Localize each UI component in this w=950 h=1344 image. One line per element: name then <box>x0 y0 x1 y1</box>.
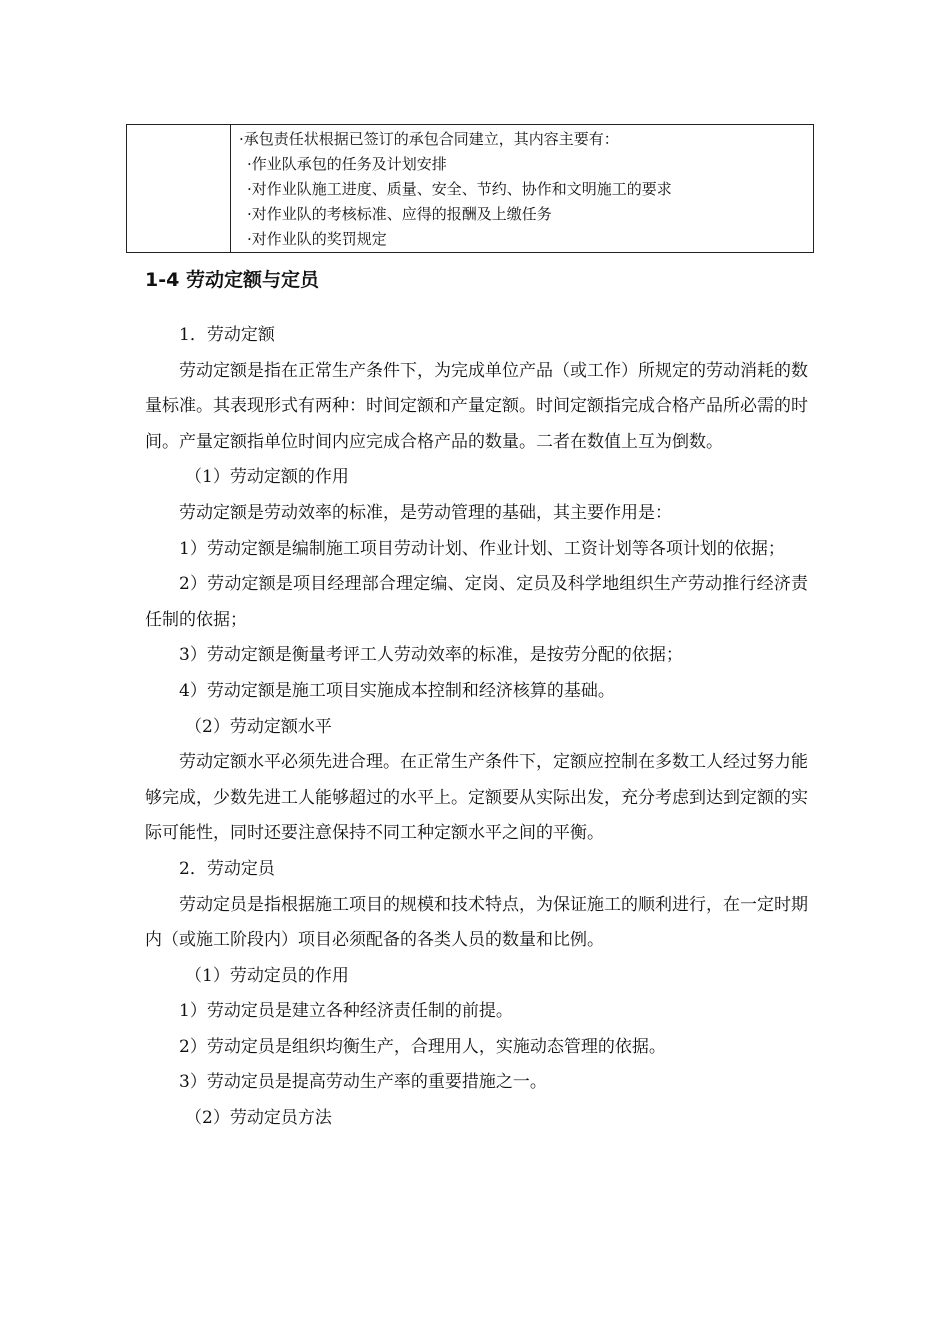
body-text <box>145 318 808 1137</box>
subheading: 1．劳动定额 <box>179 325 275 345</box>
table-line: ·承包责任状根据已签订的承包合同建立，其内容主要有： <box>239 130 619 148</box>
table-cell-content <box>231 125 814 253</box>
table-line: ·对作业队施工进度、质量、安全、节约、协作和文明施工的要求 <box>247 180 672 198</box>
list-item: 1）劳动定员是建立各种经济责任制的前提。 <box>179 1001 513 1022</box>
list-item: 2）劳动定额是项目经理部合理定编、定岗、定员及科学地组织生产劳动推行经济责任制的依据； <box>145 574 808 630</box>
list-item: 2）劳动定员是组织均衡生产，合理用人，实施动态管理的依据。 <box>179 1036 666 1057</box>
paragraph: 劳动定额水平必须先进合理。在正常生产条件下，定额应控制在多数工人经过努力能够完成，少数先进工人能够超过的水平上。定额要从实际出发，充分考虑到达到定额的实际可能性，同时还要注意保持不同工种定额水平之间的平衡。 <box>145 752 808 844</box>
list-item: 3）劳动定额是衡量考评工人劳动效率的标准，是按劳分配的依据； <box>179 645 683 666</box>
subheading: （2）劳动定员方法 <box>185 1108 332 1129</box>
subheading: （1）劳动定员的作用 <box>185 965 349 986</box>
responsibility-table <box>126 124 814 253</box>
list-item: 4）劳动定额是施工项目实施成本控制和经济核算的基础。 <box>179 680 615 701</box>
section-heading: 1-4 劳动定额与定员 <box>145 269 319 291</box>
subheading: 2．劳动定员 <box>179 858 275 879</box>
paragraph: 劳动定员是指根据施工项目的规模和技术特点，为保证施工的顺利进行，在一定时期内（或施工阶段内）项目必须配备的各类人员的数量和比例。 <box>145 894 808 951</box>
list-item: 3）劳动定员是提高劳动生产率的重要措施之一。 <box>179 1072 547 1093</box>
table-row <box>127 125 814 253</box>
subheading: （2）劳动定额水平 <box>185 716 332 737</box>
subheading: （1）劳动定额的作用 <box>185 467 349 488</box>
table-line: ·对作业队的考核标准、应得的报酬及上缴任务 <box>247 205 552 223</box>
table-line: ·对作业队的奖罚规定 <box>247 230 387 248</box>
paragraph: 劳动定额是劳动效率的标准，是劳动管理的基础，其主要作用是： <box>179 502 672 523</box>
paragraph: 劳动定额是指在正常生产条件下，为完成单位产品（或工作）所规定的劳动消耗的数量标准。其表现形式有两种：时间定额和产量定额。时间定额指完成合格产品所必需的时间。产量定额指单位时间内应完成合格产品的数量。二者在数值上互为倒数。 <box>145 360 808 452</box>
table-cell-left <box>127 125 231 253</box>
list-item: 1）劳动定额是编制施工项目劳动计划、作业计划、工资计划等各项计划的依据； <box>179 538 785 559</box>
table-line: ·作业队承包的任务及计划安排 <box>247 155 447 173</box>
